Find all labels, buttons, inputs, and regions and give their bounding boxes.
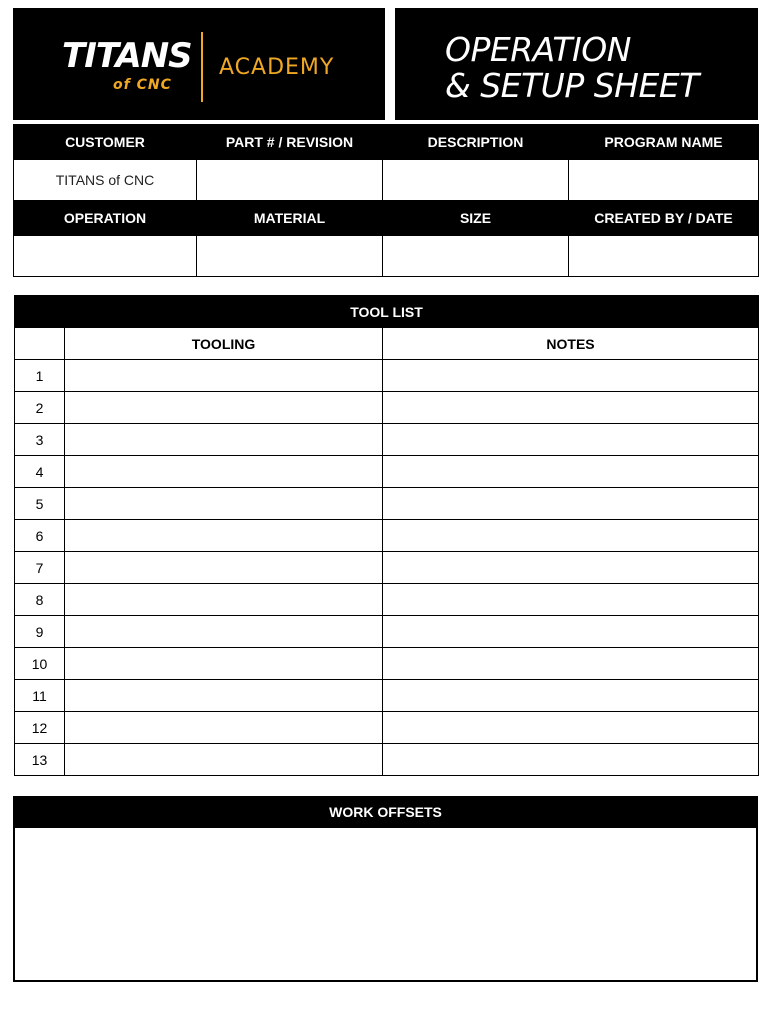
notes-cell[interactable] bbox=[383, 584, 759, 616]
info-value-row bbox=[14, 160, 759, 201]
tooling-column-header: TOOLING bbox=[65, 328, 383, 360]
tool-row bbox=[15, 712, 759, 744]
logo-divider bbox=[201, 32, 203, 102]
notes-cell[interactable] bbox=[383, 424, 759, 456]
tooling-cell[interactable] bbox=[65, 648, 383, 680]
size-field[interactable] bbox=[383, 236, 569, 277]
size-header: SIZE bbox=[383, 201, 569, 236]
info-value-row bbox=[14, 236, 759, 277]
tool-row bbox=[15, 744, 759, 776]
tool-row-number: 11 bbox=[15, 680, 65, 712]
tool-row bbox=[15, 648, 759, 680]
info-header-row bbox=[14, 201, 759, 236]
tool-row-number: 12 bbox=[15, 712, 65, 744]
notes-cell[interactable] bbox=[383, 488, 759, 520]
notes-cell[interactable] bbox=[383, 648, 759, 680]
title-banner bbox=[395, 8, 758, 120]
created-by-date-header: CREATED BY / DATE bbox=[569, 201, 759, 236]
tooling-cell[interactable] bbox=[65, 616, 383, 648]
notes-cell[interactable] bbox=[383, 392, 759, 424]
description-header: DESCRIPTION bbox=[383, 125, 569, 160]
tool-row bbox=[15, 456, 759, 488]
tool-list-column-headers bbox=[15, 328, 759, 360]
tooling-cell[interactable] bbox=[65, 712, 383, 744]
sheet-title bbox=[445, 32, 699, 104]
tool-list-body bbox=[15, 360, 759, 776]
notes-cell[interactable] bbox=[383, 552, 759, 584]
tooling-cell[interactable] bbox=[65, 488, 383, 520]
tool-row bbox=[15, 424, 759, 456]
tool-row-number: 8 bbox=[15, 584, 65, 616]
info-header-row bbox=[14, 125, 759, 160]
tool-row-number: 7 bbox=[15, 552, 65, 584]
tool-row-number: 10 bbox=[15, 648, 65, 680]
program-name-field[interactable] bbox=[569, 160, 759, 201]
tool-row-number: 5 bbox=[15, 488, 65, 520]
notes-cell[interactable] bbox=[383, 456, 759, 488]
tooling-cell[interactable] bbox=[65, 520, 383, 552]
tool-row bbox=[15, 680, 759, 712]
notes-cell[interactable] bbox=[383, 360, 759, 392]
tool-row-number: 3 bbox=[15, 424, 65, 456]
tooling-cell[interactable] bbox=[65, 424, 383, 456]
tool-row-number: 6 bbox=[15, 520, 65, 552]
job-info-table bbox=[13, 124, 759, 277]
logo-academy: ACADEMY bbox=[219, 55, 335, 80]
operation-field[interactable] bbox=[14, 236, 197, 277]
tooling-cell[interactable] bbox=[65, 584, 383, 616]
tooling-cell[interactable] bbox=[65, 360, 383, 392]
tooling-cell[interactable] bbox=[65, 744, 383, 776]
tool-row-number: 13 bbox=[15, 744, 65, 776]
part-revision-field[interactable] bbox=[197, 160, 383, 201]
tool-list-title-row bbox=[15, 296, 759, 328]
tool-row bbox=[15, 392, 759, 424]
tool-row-number: 1 bbox=[15, 360, 65, 392]
notes-column-header: NOTES bbox=[383, 328, 759, 360]
number-column-header bbox=[15, 328, 65, 360]
material-field[interactable] bbox=[197, 236, 383, 277]
tooling-cell[interactable] bbox=[65, 680, 383, 712]
tool-row bbox=[15, 520, 759, 552]
sheet-title-line2: & SETUP SHEET bbox=[445, 66, 699, 105]
customer-header: CUSTOMER bbox=[14, 125, 197, 160]
logo-subbrand: of CNC bbox=[113, 77, 172, 93]
notes-cell[interactable] bbox=[383, 616, 759, 648]
created-by-date-field[interactable] bbox=[569, 236, 759, 277]
tool-row-number: 9 bbox=[15, 616, 65, 648]
work-offsets-area[interactable] bbox=[13, 828, 758, 982]
work-offsets-title: WORK OFFSETS bbox=[13, 796, 758, 828]
notes-cell[interactable] bbox=[383, 680, 759, 712]
tooling-cell[interactable] bbox=[65, 392, 383, 424]
tool-list-table bbox=[14, 295, 759, 776]
tool-row bbox=[15, 360, 759, 392]
material-header: MATERIAL bbox=[197, 201, 383, 236]
tooling-cell[interactable] bbox=[65, 552, 383, 584]
notes-cell[interactable] bbox=[383, 520, 759, 552]
tool-row bbox=[15, 552, 759, 584]
notes-cell[interactable] bbox=[383, 712, 759, 744]
tool-row bbox=[15, 584, 759, 616]
part-revision-header: PART # / REVISION bbox=[197, 125, 383, 160]
notes-cell[interactable] bbox=[383, 744, 759, 776]
program-name-header: PROGRAM NAME bbox=[569, 125, 759, 160]
tool-row-number: 4 bbox=[15, 456, 65, 488]
tool-list-title: TOOL LIST bbox=[15, 296, 759, 328]
tooling-cell[interactable] bbox=[65, 456, 383, 488]
operation-header: OPERATION bbox=[14, 201, 197, 236]
description-field[interactable] bbox=[383, 160, 569, 201]
tool-row-number: 2 bbox=[15, 392, 65, 424]
sheet-title-line1: OPERATION bbox=[445, 30, 631, 69]
customer-field[interactable]: TITANS of CNC bbox=[14, 160, 197, 201]
logo-brand: TITANS bbox=[62, 36, 192, 76]
tool-row bbox=[15, 616, 759, 648]
tool-row bbox=[15, 488, 759, 520]
logo-banner bbox=[13, 8, 385, 120]
